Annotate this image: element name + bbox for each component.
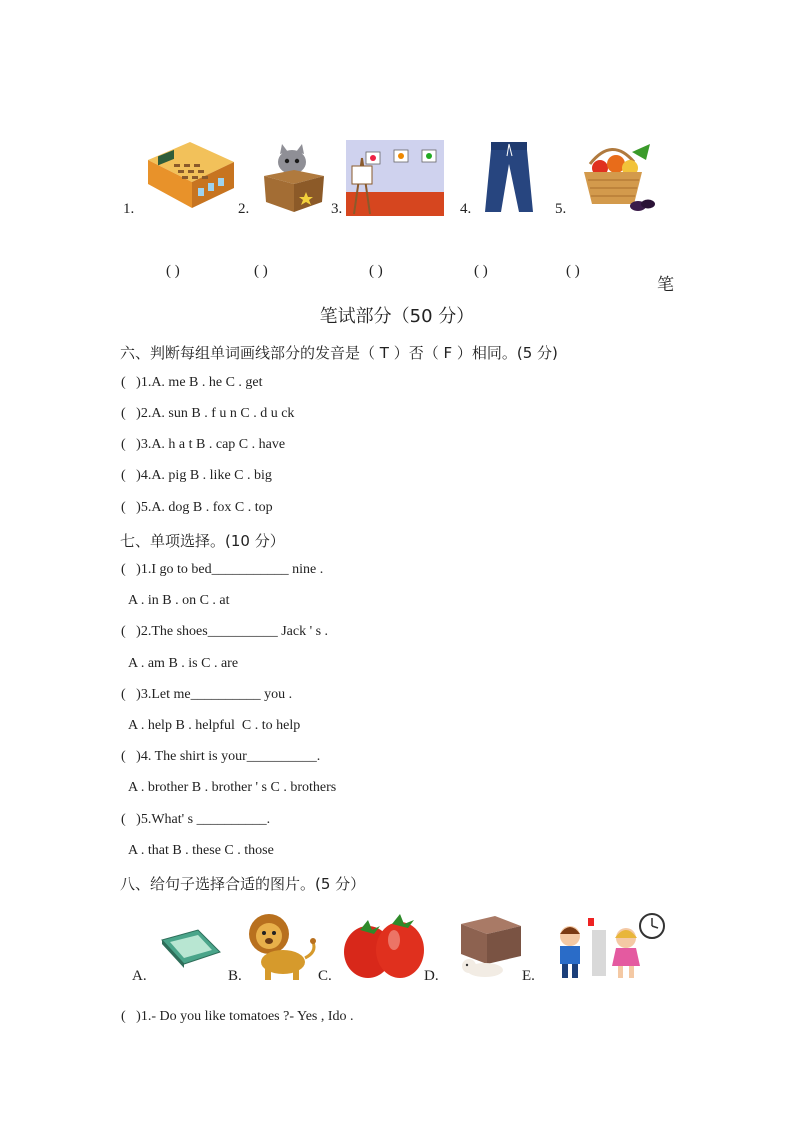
trousers-icon (481, 140, 537, 216)
answer-blank-5[interactable]: ( ) (566, 263, 580, 279)
section7-question-5: ( )5.What' s __________. (121, 812, 271, 827)
answer-blank-2[interactable]: ( ) (254, 263, 268, 279)
picture-label-2: 2. (238, 201, 250, 217)
section7-options-1: A . in B . on C . at (128, 593, 230, 608)
ruler-eraser-icon (158, 926, 224, 970)
section8-heading: 八、给句子选择合适的图片。(5 分） (120, 875, 366, 893)
cat-under-box-icon (455, 912, 525, 980)
section7-options-5: A . that B . these C . those (128, 843, 274, 858)
section7-options-4: A . brother B . brother ' s C . brothers (128, 780, 337, 795)
art-room-icon (346, 140, 444, 216)
picture-label-4: 4. (460, 201, 472, 217)
section7-question-4: ( )4. The shirt is your__________. (121, 749, 321, 764)
picture-label-5: 5. (555, 201, 567, 217)
picture-label-c: C. (318, 968, 332, 984)
picture-label-d: D. (424, 968, 439, 984)
picture-label-b: B. (228, 968, 242, 984)
section6-heading: 六、判断每组单词画线部分的发音是（ T ）否（ F ）相同。(5 分) (120, 344, 558, 362)
cat-in-box-icon (258, 142, 330, 214)
picture-label-3: 3. (331, 201, 343, 217)
section6-item-5: ( )5.A. dog B . fox C . top (121, 500, 273, 515)
lion-icon (243, 912, 319, 982)
answer-blank-3[interactable]: ( ) (369, 263, 383, 279)
written-section-title: 笔试部分（50 分） (319, 306, 475, 327)
section6-item-2: ( )2.A. sun B . f u n C . d u ck (121, 406, 295, 421)
section7-heading: 七、单项选择。(10 分） (120, 532, 285, 550)
section7-question-2: ( )2.The shoes__________ Jack ' s . (121, 624, 329, 639)
tomatoes-icon (342, 910, 426, 982)
answer-blank-1[interactable]: ( ) (166, 263, 180, 279)
section6-item-4: ( )4.A. pig B . like C . big (121, 468, 272, 483)
section8-item-1: ( )1.- Do you like tomatoes ?- Yes , Ido . (121, 1009, 354, 1024)
section6-item-1: ( )1.A. me B . he C . get (121, 375, 263, 390)
section6-item-3: ( )3.A. h a t B . cap C . have (121, 437, 286, 452)
answer-blank-4[interactable]: ( ) (474, 263, 488, 279)
section7-question-1: ( )1.I go to bed___________ nine . (121, 562, 324, 577)
kids-clock-icon (552, 910, 670, 982)
trailing-char: 笔 (657, 275, 674, 295)
picture-label-e: E. (522, 968, 535, 984)
section7-options-2: A . am B . is C . are (128, 656, 239, 671)
section7-options-3: A . help B . helpful C . to help (128, 718, 301, 733)
classroom-icon (144, 138, 236, 214)
picture-label-a: A. (132, 968, 147, 984)
picture-label-1: 1. (123, 201, 135, 217)
vegetable-basket-icon (576, 142, 658, 214)
section7-question-3: ( )3.Let me__________ you . (121, 687, 293, 702)
